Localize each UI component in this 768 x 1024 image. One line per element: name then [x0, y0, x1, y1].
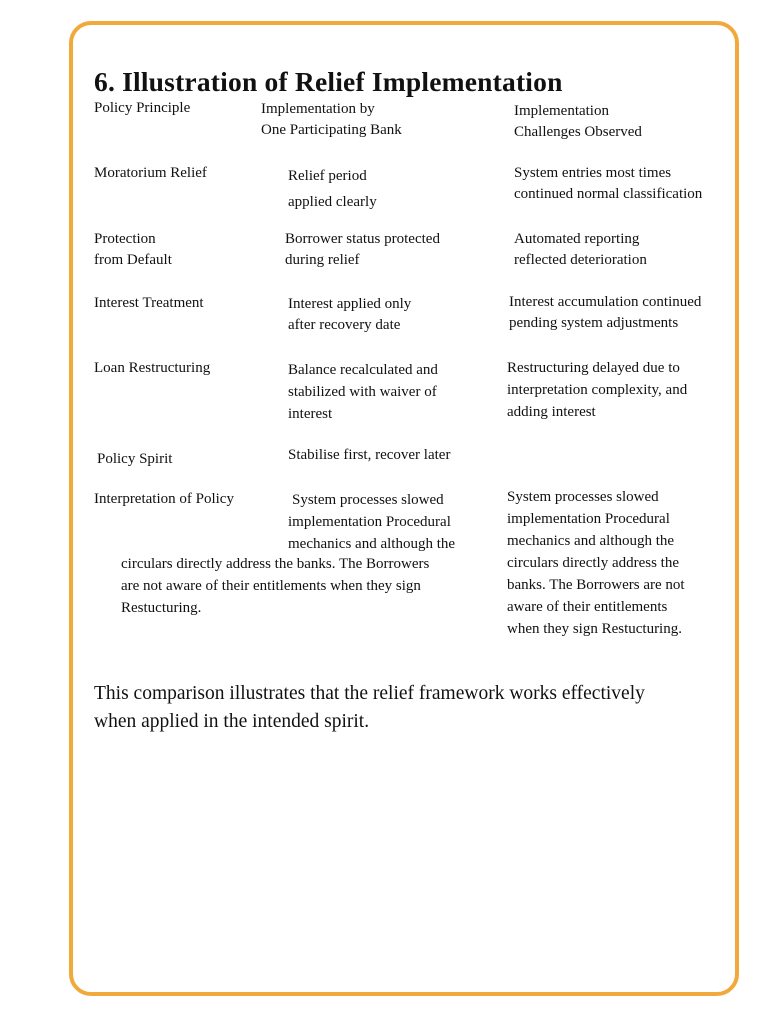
- row-protection-implementation-line: during relief: [285, 252, 360, 268]
- row-interpretation-implementation-line: implementation Procedural: [288, 514, 451, 530]
- conclusion-line: This comparison illustrates that the relief framework works effectively: [94, 683, 645, 704]
- row-protection-implementation-line: Borrower status protected: [285, 231, 440, 247]
- row-protection-challenges-line: Automated reporting: [514, 231, 640, 247]
- header-challenges-line: Challenges Observed: [514, 124, 642, 140]
- page-title: 6. Illustration of Relief Implementation: [94, 66, 563, 97]
- row-moratorium-implementation-line: Relief period: [288, 168, 367, 184]
- header-policy-principle: Policy Principle: [94, 100, 191, 116]
- row-moratorium-challenges: [514, 163, 702, 205]
- row-interpretation-challenges-line: when they sign Restucturing.: [507, 621, 682, 637]
- row-restructuring-implementation-line: interest: [288, 406, 333, 422]
- row-moratorium-implementation-line: applied clearly: [288, 194, 377, 210]
- row-interest-challenges: [509, 292, 701, 334]
- header-implementation-line: Implementation by: [261, 101, 375, 117]
- row-protection-challenges: [514, 229, 647, 271]
- row-interpretation-overflow-line: circulars directly address the banks. The Borrowers: [121, 556, 430, 572]
- row-interpretation-implementation-overflow: [121, 553, 429, 619]
- row-interpretation-challenges-line: implementation Procedural: [507, 511, 670, 527]
- row-restructuring-implementation: [288, 359, 438, 425]
- row-interpretation-challenges-line: circulars directly address the: [507, 555, 680, 571]
- row-protection-principle: [94, 229, 172, 271]
- row-interest-implementation-line: Interest applied only: [288, 296, 412, 312]
- row-restructuring-challenges-line: adding interest: [507, 404, 596, 420]
- row-interpretation-challenges-line: System processes slowed: [507, 489, 659, 505]
- conclusion-line: when applied in the intended spirit.: [94, 711, 370, 732]
- row-interest-challenges-line: pending system adjustments: [509, 315, 679, 331]
- header-challenges-line: Implementation: [514, 103, 609, 119]
- header-implementation-line: One Participating Bank: [261, 122, 402, 138]
- row-interpretation-implementation-line: System processes slowed: [292, 492, 444, 508]
- row-restructuring-implementation-line: Balance recalculated and: [288, 362, 438, 378]
- row-protection-challenges-line: reflected deterioration: [514, 252, 647, 268]
- row-interpretation-principle: Interpretation of Policy: [94, 491, 234, 507]
- row-moratorium-challenges-line: System entries most times: [514, 165, 672, 181]
- row-interpretation-challenges-line: banks. The Borrowers are not: [507, 577, 685, 593]
- row-interpretation-challenges-line: mechanics and although the: [507, 533, 675, 549]
- row-protection-principle-line: from Default: [94, 252, 172, 268]
- row-restructuring-challenges: [507, 357, 687, 423]
- row-restructuring-challenges-line: Restructuring delayed due to: [507, 360, 680, 376]
- row-spirit-implementation: Stabilise first, recover later: [288, 447, 451, 463]
- row-restructuring-challenges-line: interpretation complexity, and: [507, 382, 688, 398]
- row-spirit-principle: Policy Spirit: [97, 451, 173, 467]
- row-protection-implementation: [285, 229, 440, 271]
- row-restructuring-principle: Loan Restructuring: [94, 360, 211, 376]
- row-moratorium-challenges-line: continued normal classification: [514, 186, 703, 202]
- row-interpretation-overflow-line: Restucturing.: [121, 600, 202, 616]
- row-interest-principle: Interest Treatment: [94, 295, 204, 311]
- row-moratorium-principle: Moratorium Relief: [94, 165, 207, 181]
- row-interpretation-challenges-line: aware of their entitlements: [507, 599, 668, 615]
- row-restructuring-implementation-line: stabilized with waiver of: [288, 384, 437, 400]
- row-interest-implementation: [288, 294, 411, 336]
- row-protection-principle-line: Protection: [94, 231, 156, 247]
- header-challenges: [514, 101, 642, 143]
- conclusion-paragraph: [94, 680, 645, 736]
- row-interpretation-challenges: [507, 486, 685, 640]
- row-interest-implementation-line: after recovery date: [288, 317, 401, 333]
- header-implementation: [261, 99, 402, 141]
- row-interest-challenges-line: Interest accumulation continued: [509, 294, 702, 310]
- row-interpretation-implementation: [288, 489, 455, 555]
- row-interpretation-implementation-line: mechanics and although the: [288, 536, 456, 552]
- row-interpretation-overflow-line: are not aware of their entitlements when they sign: [121, 578, 421, 594]
- row-moratorium-implementation: [288, 163, 377, 215]
